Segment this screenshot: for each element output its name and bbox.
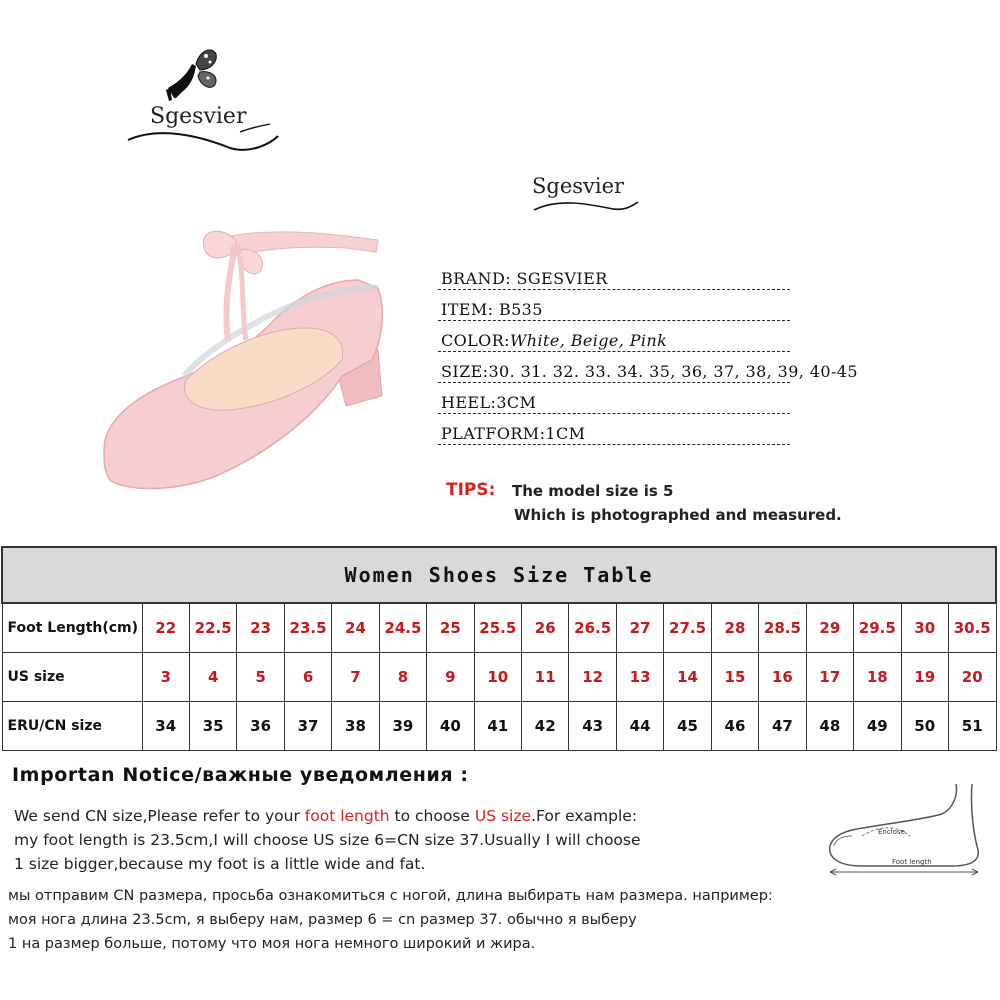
size-cell: 36 (237, 702, 284, 751)
spec-list (438, 265, 878, 451)
size-cell: 26.5 (569, 603, 616, 653)
spec-color (438, 327, 878, 358)
foot-measure-diagram (822, 780, 994, 880)
swoosh-icon (528, 168, 648, 218)
spec-size (438, 358, 878, 389)
spec-label: ITEM: (441, 300, 494, 319)
size-cell: 26 (522, 603, 569, 653)
size-cell: 35 (189, 702, 236, 751)
size-cell: 27.5 (664, 603, 711, 653)
size-cell: 19 (901, 653, 948, 702)
size-cell: 4 (189, 653, 236, 702)
size-cell: 28 (711, 603, 758, 653)
size-cell: 25.5 (474, 603, 521, 653)
brand-logo (120, 40, 290, 160)
table-row-eu-cn-size (2, 702, 996, 751)
notice-ru-line-3: 1 на размер больше, потому что моя нога немного широкий и жира. (8, 936, 536, 952)
spec-value: 1CM (545, 424, 586, 443)
shoe-product-image (96, 200, 406, 510)
size-cell: 22 (142, 603, 189, 653)
size-cell: 28.5 (759, 603, 806, 653)
divider (438, 413, 790, 414)
spec-value: B535 (493, 300, 543, 319)
notice-en-line-3: 1 size bigger,because my foot is a little wide and fat. (14, 855, 426, 873)
divider (438, 444, 790, 445)
size-cell: 10 (474, 653, 521, 702)
divider (438, 289, 790, 290)
size-cell: 24.5 (379, 603, 426, 653)
notice-en-line-1 (14, 804, 641, 828)
size-cell: 44 (616, 702, 663, 751)
size-cell: 9 (427, 653, 474, 702)
size-cell: 6 (284, 653, 331, 702)
size-cell: 39 (379, 702, 426, 751)
notice-title: Importan Notice/важные уведомления : (12, 764, 469, 786)
size-cell: 29.5 (854, 603, 901, 653)
notice-ru-line-1: мы отправим CN размера, просьба ознакомиться с ногой, длина выбирать нам размера. например: (8, 888, 773, 904)
notice-text: .For example: (531, 807, 638, 825)
size-cell: 42 (522, 702, 569, 751)
spec-label: SIZE: (441, 362, 489, 381)
size-cell: 18 (854, 653, 901, 702)
size-cell: 14 (664, 653, 711, 702)
tips-label: TIPS: (446, 480, 496, 500)
tips-line-1: The model size is 5 (512, 482, 674, 500)
size-cell: 23.5 (284, 603, 331, 653)
spec-value: White, Beige, Pink (509, 331, 668, 350)
spec-platform (438, 420, 878, 451)
notice-text: to choose (389, 807, 475, 825)
foot-length-label: Foot length (892, 858, 932, 866)
size-cell: 47 (759, 702, 806, 751)
size-cell: 15 (711, 653, 758, 702)
row-header: Foot Length(cm) (2, 603, 142, 653)
size-cell: 13 (616, 653, 663, 702)
row-header: ERU/CN size (2, 702, 142, 751)
spec-value: 3CM (496, 393, 537, 412)
size-cell: 29 (806, 603, 853, 653)
tips-line-2: Which is photographed and measured. (514, 506, 842, 524)
spec-label: HEEL: (441, 393, 497, 412)
divider (438, 351, 790, 352)
size-cell: 34 (142, 702, 189, 751)
brand-name: Sgesvier (150, 104, 247, 129)
spec-value: SGESVIER (510, 269, 608, 288)
enclose-label: Enclose (878, 828, 905, 836)
size-cell: 25 (427, 603, 474, 653)
highlight-foot-length: foot length (304, 807, 390, 825)
notice-ru-line-2: моя нога длина 23.5cm, я выберу нам, размер 6 = cn размер 37. обычно я выберу (8, 912, 637, 928)
size-cell: 41 (474, 702, 521, 751)
size-cell: 11 (522, 653, 569, 702)
size-cell: 48 (806, 702, 853, 751)
divider (438, 382, 790, 383)
spec-value: 30. 31. 32. 33. 34. 35, 36, 37, 38, 39, 40-45 (488, 362, 858, 381)
tips (446, 480, 842, 524)
highlight-us-size: US size (474, 807, 532, 825)
spec-heel (438, 389, 878, 420)
spec-item (438, 296, 878, 327)
table-row-foot-length (2, 603, 996, 653)
size-cell: 5 (237, 653, 284, 702)
size-cell: 40 (427, 702, 474, 751)
divider (438, 320, 790, 321)
size-cell: 8 (379, 653, 426, 702)
size-cell: 23 (237, 603, 284, 653)
size-cell: 3 (142, 653, 189, 702)
row-header: US size (2, 653, 142, 702)
size-cell: 17 (806, 653, 853, 702)
spec-brand (438, 265, 878, 296)
notice-russian (8, 884, 773, 956)
spec-label: COLOR: (441, 331, 510, 350)
size-cell: 49 (854, 702, 901, 751)
size-cell: 45 (664, 702, 711, 751)
spec-label: BRAND: (441, 269, 511, 288)
size-cell: 46 (711, 702, 758, 751)
size-cell: 30 (901, 603, 948, 653)
size-cell: 38 (332, 702, 379, 751)
size-cell: 12 (569, 653, 616, 702)
size-table-title: Women Shoes Size Table (2, 547, 996, 603)
size-cell: 27 (616, 603, 663, 653)
spec-label: PLATFORM: (441, 424, 546, 443)
size-cell: 7 (332, 653, 379, 702)
size-cell: 43 (569, 702, 616, 751)
table-row-us-size (2, 653, 996, 702)
size-cell: 22.5 (189, 603, 236, 653)
size-cell: 24 (332, 603, 379, 653)
size-cell: 16 (759, 653, 806, 702)
size-cell: 37 (284, 702, 331, 751)
notice-en-line-2: my foot length is 23.5cm,I will choose US size 6=CN size 37.Usually I will choose (14, 831, 641, 849)
size-cell: 50 (901, 702, 948, 751)
brand-name-small: Sgesvier (532, 174, 625, 198)
butterfly-heel-icon (120, 40, 290, 160)
notice-english (14, 804, 641, 876)
size-table (1, 546, 997, 751)
size-cell: 30.5 (948, 603, 996, 653)
notice-text: We send CN size,Please refer to your (14, 807, 305, 825)
size-cell: 51 (948, 702, 996, 751)
brand-logo-small (528, 168, 648, 218)
size-cell: 20 (948, 653, 996, 702)
